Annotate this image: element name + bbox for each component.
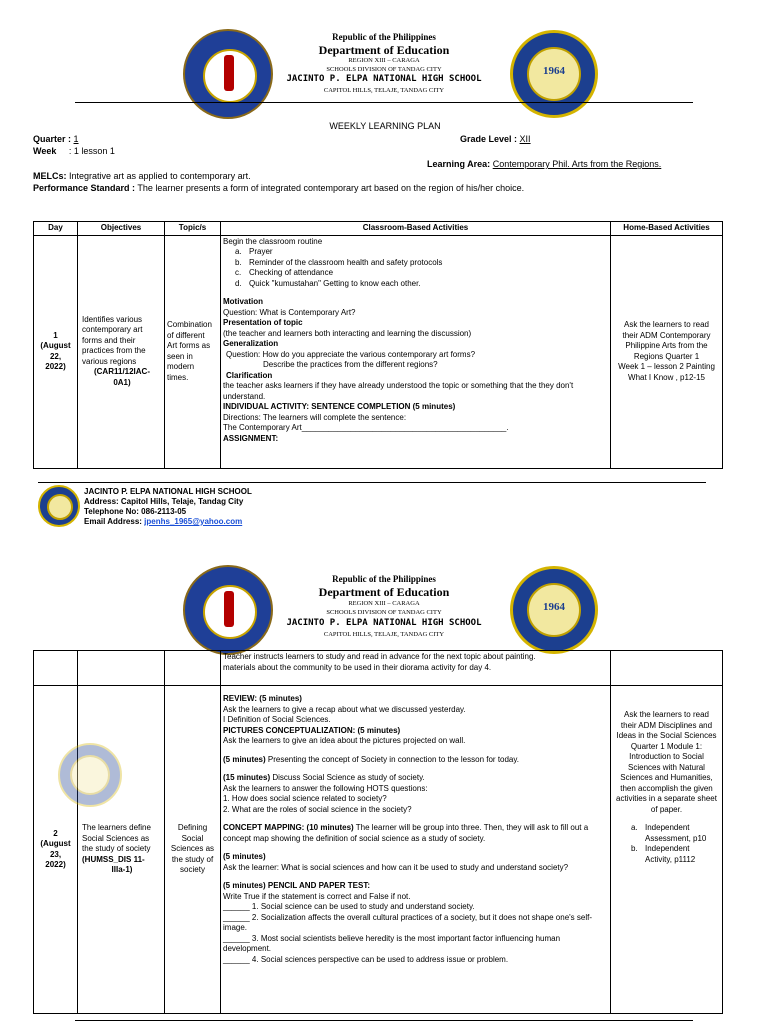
home-line: Philippine Arts from the (625, 341, 708, 350)
review-text: I Definition of Social Sciences. (223, 715, 331, 724)
home-line: Quarter 1 Module 1: (630, 741, 703, 751)
routine-item (223, 247, 608, 258)
week-value: : 1 lesson 1 (68, 146, 115, 156)
area-value: Contemporary Phil. Arts from the Regions. (492, 159, 662, 169)
home-activities-cell (611, 686, 723, 1014)
test-item: ______ 2. Socialization affects the overall cultural practices of a society, but it does not shape one's self- (223, 912, 592, 922)
pictures-text: Ask the learners to give an idea about the pictures projected on wall. (223, 736, 466, 745)
assignment-heading: ASSIGNMENT: (223, 433, 279, 443)
topic-line: modern (167, 362, 195, 371)
day-date: 2022) (45, 860, 66, 869)
torch-icon (224, 55, 234, 91)
quarter-label: Quarter : (33, 134, 72, 144)
topic-line: seen in (167, 351, 193, 361)
objectives-cell (78, 235, 165, 468)
routine-intro: Begin the classroom routine (223, 236, 323, 246)
home-list-text: Activity, p1112 (645, 854, 696, 864)
home-line: their ADM Disciplines and (620, 720, 713, 730)
home-line: their ADM Contemporary (622, 330, 711, 340)
presentation-heading: Presentation of topic (223, 318, 303, 327)
routine-item-marker: a. (235, 247, 242, 256)
concept-heading: CONCEPT MAPPING: (10 minutes) (223, 823, 354, 832)
test-item: image. (223, 923, 248, 932)
test-item: ______ 4. Social sciences perspective can be used to address issue or problem. (223, 954, 509, 964)
topic-line: Sciences as (170, 844, 215, 854)
col-topics: Topic/s (165, 222, 221, 236)
torch-icon (224, 591, 234, 627)
test-item: ______ 3. Most social scientists believe heredity is the most important factor influencing human (223, 933, 561, 943)
header-divider (75, 102, 693, 103)
home-line: Sciences and Humanities, (620, 773, 713, 782)
spacer (223, 844, 608, 852)
sentence-completion: The Contemporary Art______________________________________________. (223, 423, 509, 432)
school-address: CAPITOL HILLS, TELAJE, TANDAG CITY (323, 87, 445, 94)
home-line: Week 1 – lesson 2 Painting (618, 362, 715, 371)
time-label: (15 minutes) (223, 773, 271, 782)
motivation-question: Question: What is Contemporary Art? (223, 307, 356, 317)
test-heading: (5 minutes) PENCIL AND PAPER TEST: (223, 881, 370, 890)
home-line: What I Know , p12-15 (628, 372, 705, 382)
objective-line: practices from the (82, 346, 146, 356)
week-label: Week (33, 146, 57, 156)
presenting-text: Presenting the concept of Society in connection to the lesson for today. (265, 754, 520, 764)
melcs-label: MELCs: (33, 171, 67, 181)
day-cell (34, 235, 78, 468)
topic-line: the study of (171, 854, 214, 864)
watermark-seal (58, 743, 122, 807)
objective-line: various regions (82, 356, 137, 366)
department-line: Department of Education (318, 43, 450, 57)
grade-label: Grade Level : (460, 134, 518, 144)
routine-item (223, 258, 608, 269)
footer-school: JACINTO P. ELPA NATIONAL HIGH SCHOOL (84, 487, 252, 496)
home-list-marker: b. (631, 844, 638, 853)
objective-line: contemporary art (82, 325, 143, 335)
home-activities-cell (611, 235, 723, 468)
melcs-line (33, 171, 251, 181)
home-line: then accomplish the given (620, 783, 713, 793)
home-list-text: Independent (645, 844, 690, 853)
objective-line: Identifies various (82, 314, 143, 324)
topic-line: Defining (177, 823, 208, 833)
day-date: 22, (49, 351, 62, 361)
objective-line: the study of society (82, 844, 151, 854)
spacer (223, 815, 608, 823)
hots-intro: Ask the learners to answer the following HOTS questions: (223, 783, 428, 793)
day-cell (34, 651, 78, 686)
routine-item-text: Quick "kumustahan" Getting to know each other. (249, 278, 421, 288)
objective-code: (HUMSS_DIS 11- (82, 854, 145, 864)
school-seal-inner (527, 583, 581, 637)
objective-code: (CAR11/12IAC- (93, 367, 150, 377)
objective-code: IIIa-1) (111, 865, 133, 875)
performance-value: The learner presents a form of integrated contemporary art based on the region of his/her choice. (137, 183, 525, 193)
generalization-question: Describe the practices from the different regions? (263, 360, 438, 369)
school-seal-year: 1964 (543, 601, 565, 613)
spacer (223, 289, 608, 297)
pictures-heading: PICTURES CONCEPTUALIZATION: (5 minutes) (223, 725, 401, 735)
table-row (34, 686, 723, 1014)
routine-item-text: Prayer (249, 247, 273, 256)
footer-block (84, 487, 252, 527)
routine-item-marker: b. (235, 257, 242, 267)
school-address: CAPITOL HILLS, TELAJE, TANDAG CITY (323, 631, 445, 638)
day-date: (August (40, 839, 71, 848)
performance-label: Performance Standard : (33, 183, 136, 193)
individual-activity-heading: INDIVIDUAL ACTIVITY: SENTENCE COMPLETION (5 minutes) (223, 402, 456, 411)
objective-line: forms and their (82, 335, 136, 345)
grade-value: XII (519, 134, 531, 144)
republic-line: Republic of the Philippines (332, 32, 436, 42)
home-list-marker: a. (631, 823, 638, 832)
classroom-activities-cell (221, 651, 611, 686)
footer-email-link[interactable]: jpenhs_1965@yahoo.com (144, 517, 243, 526)
motivation-heading: Motivation (223, 297, 263, 306)
division-line: SCHOOLS DIVISION OF TANDAG CITY (326, 609, 442, 616)
review-text: Ask the learners to give a recap about what we discussed yesterday. (223, 704, 466, 714)
clarification-text: understand. (223, 391, 266, 401)
directions-text: Directions: The learners will complete the sentence: (223, 412, 407, 422)
division-line: SCHOOLS DIVISION OF TANDAG CITY (326, 66, 442, 73)
topic-line: society (180, 865, 205, 875)
topic-cell (165, 686, 221, 1014)
table-row-continued (34, 651, 723, 686)
continued-text: materials about the community to be used in their diorama activity for day 4. (223, 662, 492, 672)
spacer (223, 873, 608, 881)
clarification-text: the teacher asks learners if they have already understood the topic or something that the they don't (223, 381, 574, 390)
footer-email-label: Email Address: (84, 517, 145, 526)
review-heading: REVIEW: (5 minutes) (223, 694, 302, 703)
topic-line: Social (181, 833, 204, 843)
bottom-divider (75, 1020, 693, 1021)
home-line: activities in a separate sheet (616, 794, 717, 803)
plan-table-page1 (33, 221, 723, 469)
table-header-row (34, 222, 723, 236)
test-instructions: Write True if the statement is correct and False if not. (223, 891, 411, 901)
home-line: Introduction to Social (629, 752, 704, 761)
hots-question: 1. How does social science related to society? (223, 794, 387, 803)
home-line: Ideas in the Social Sciences (616, 731, 717, 740)
day-number: 1 (53, 330, 58, 340)
footer-email-line (84, 517, 252, 527)
objective-code: 0A1) (113, 377, 131, 387)
routine-item-marker: d. (235, 278, 242, 288)
day-cell (34, 686, 78, 1014)
melcs-value: Integrative art as applied to contemporary art. (69, 171, 251, 181)
routine-item (223, 268, 608, 279)
time-label: (5 minutes) (223, 852, 266, 861)
concept-text: concept map showing the definition of social science as a study of society. (223, 833, 486, 843)
time-label: (5 minutes) (223, 754, 266, 764)
republic-line: Republic of the Philippines (332, 574, 436, 584)
topic-line: times. (167, 372, 189, 382)
routine-item-text: Checking of attendance (249, 268, 334, 277)
topic-cell (165, 235, 221, 468)
objective-line: The learners define (82, 823, 151, 833)
classroom-activities-cell (221, 686, 611, 1014)
test-item: ______ 1. Social science can be used to study and understand society. (223, 902, 475, 911)
home-list-item (613, 823, 720, 865)
test-item: development. (223, 944, 272, 953)
routine-item (223, 279, 608, 290)
col-objectives: Objectives (78, 222, 165, 236)
concept-text: The learner will be group into three. Then, they will ask to fill out a (353, 823, 589, 832)
footer-phone: Telephone No: 086-2113-05 (84, 507, 187, 516)
day-date: 2022) (45, 362, 66, 371)
plan-table-page2 (33, 650, 723, 1014)
presentation-text: (the teacher and learners both interacting and learning the discussion) (223, 328, 472, 338)
watermark-seal-inner (70, 755, 110, 795)
discuss-line (223, 773, 608, 784)
objectives-cell (78, 686, 165, 1014)
day-number: 2 (53, 828, 58, 838)
school-name: JACINTO P. ELPA NATIONAL HIGH SCHOOL (286, 618, 482, 628)
topic-line: Art forms as (167, 341, 211, 350)
topic-cell (165, 651, 221, 686)
col-home: Home-Based Activities (611, 222, 723, 236)
day-date: (August (40, 341, 71, 350)
plan-title: WEEKLY LEARNING PLAN (329, 121, 441, 131)
school-name: JACINTO P. ELPA NATIONAL HIGH SCHOOL (286, 74, 482, 84)
footer-divider (38, 482, 706, 483)
quarter-line (33, 134, 79, 144)
topic-line: of different (167, 330, 205, 340)
clarification-heading: Clarification (226, 370, 273, 380)
week-line (33, 146, 115, 156)
region-line: REGION XIII – CARAGA (348, 57, 420, 64)
presenting-line (223, 755, 608, 766)
grade-line (460, 134, 531, 144)
home-activities-cell (611, 651, 723, 686)
table-row (34, 235, 723, 468)
region-line: REGION XIII – CARAGA (348, 600, 420, 607)
home-line: Regions Quarter 1 (633, 351, 700, 361)
spacer (223, 747, 608, 755)
spacer (613, 815, 720, 823)
hots-question: 2. What are the roles of social science in the society? (223, 804, 412, 814)
col-classroom: Classroom-Based Activities (221, 222, 611, 236)
day-date: 23, (49, 849, 62, 859)
home-list-text: Independent (645, 823, 690, 832)
home-list-text: Assessment, p10 (645, 833, 707, 843)
school-seal-year: 1964 (543, 65, 565, 77)
concept-line (223, 823, 608, 834)
spacer (223, 765, 608, 773)
home-line: Ask the learners to read (624, 320, 709, 329)
objective-line: Social Sciences as (82, 833, 150, 843)
ask-text: Ask the learner: What is social sciences and how can it be used to study and understand society? (223, 862, 569, 872)
col-day: Day (34, 222, 78, 236)
generalization-question: Question: How do you appreciate the various contemporary art forms? (226, 349, 476, 359)
department-line: Department of Education (318, 585, 450, 599)
quarter-value: 1 (73, 134, 79, 144)
home-line: Sciences with Natural (628, 762, 705, 772)
home-line: of paper. (650, 804, 683, 814)
footer-school-seal (38, 485, 80, 527)
continued-text: Teacher instructs learners to study and read in advance for the next topic about painting. (223, 652, 536, 661)
school-seal-inner (527, 47, 581, 101)
footer-seal-inner (47, 494, 73, 520)
performance-line (33, 183, 524, 193)
area-label: Learning Area: (427, 159, 491, 169)
discuss-text: Discuss Social Science as study of society. (270, 773, 425, 782)
objectives-cell (78, 651, 165, 686)
footer-address: Address: Capitol Hills, Telaje, Tandag City (84, 497, 244, 506)
routine-item-marker: c. (235, 268, 242, 277)
topic-line: Combination (167, 320, 212, 329)
classroom-activities-cell (221, 235, 611, 468)
home-line: Ask the learners to read (624, 710, 709, 719)
generalization-heading: Generalization (223, 339, 279, 348)
area-line (427, 159, 661, 169)
routine-item-text: Reminder of the classroom health and safety protocols (249, 257, 443, 267)
